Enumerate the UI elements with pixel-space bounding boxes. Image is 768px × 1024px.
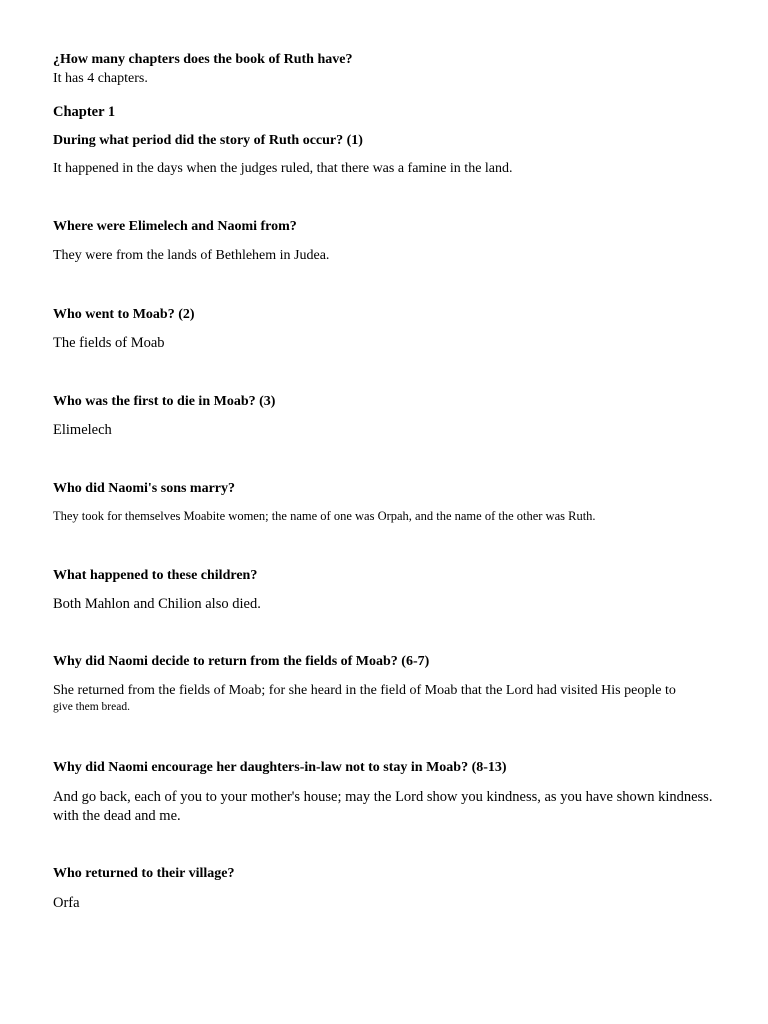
question-7: Why did Naomi decide to return from the fields of Moab? (6-7)	[53, 654, 430, 669]
question-6: What happened to these children?	[53, 568, 258, 583]
question-1: During what period did the story of Ruth occur? (1)	[53, 133, 363, 148]
intro-question: ¿How many chapters does the book of Ruth have?	[53, 52, 353, 67]
answer-8-line-2: with the dead and me.	[53, 808, 181, 824]
question-2: Where were Elimelech and Naomi from?	[53, 219, 297, 234]
answer-1: It happened in the days when the judges ruled, that there was a famine in the land.	[53, 161, 513, 176]
answer-2: They were from the lands of Bethlehem in Judea.	[53, 248, 330, 263]
answer-8-line-1: And go back, each of you to your mother's house; may the Lord show you kindness, as you have shown kindness.	[53, 789, 713, 805]
intro-answer: It has 4 chapters.	[53, 71, 148, 86]
answer-9: Orfa	[53, 895, 80, 911]
question-4: Who was the first to die in Moab? (3)	[53, 394, 276, 409]
answer-3: The fields of Moab	[53, 335, 165, 351]
answer-7-line-2: give them bread.	[53, 701, 130, 713]
answer-7-line-1: She returned from the fields of Moab; for she heard in the field of Moab that the Lord had visited His people to	[53, 683, 676, 698]
answer-6: Both Mahlon and Chilion also died.	[53, 596, 261, 612]
question-5: Who did Naomi's sons marry?	[53, 481, 236, 496]
question-9: Who returned to their village?	[53, 866, 235, 881]
question-3: Who went to Moab? (2)	[53, 307, 195, 322]
chapter-heading: Chapter 1	[53, 104, 116, 120]
answer-5: They took for themselves Moabite women; the name of one was Orpah, and the name of the other was Ruth.	[53, 509, 596, 523]
question-8: Why did Naomi encourage her daughters-in-law not to stay in Moab? (8-13)	[53, 760, 507, 775]
answer-4: Elimelech	[53, 422, 112, 438]
